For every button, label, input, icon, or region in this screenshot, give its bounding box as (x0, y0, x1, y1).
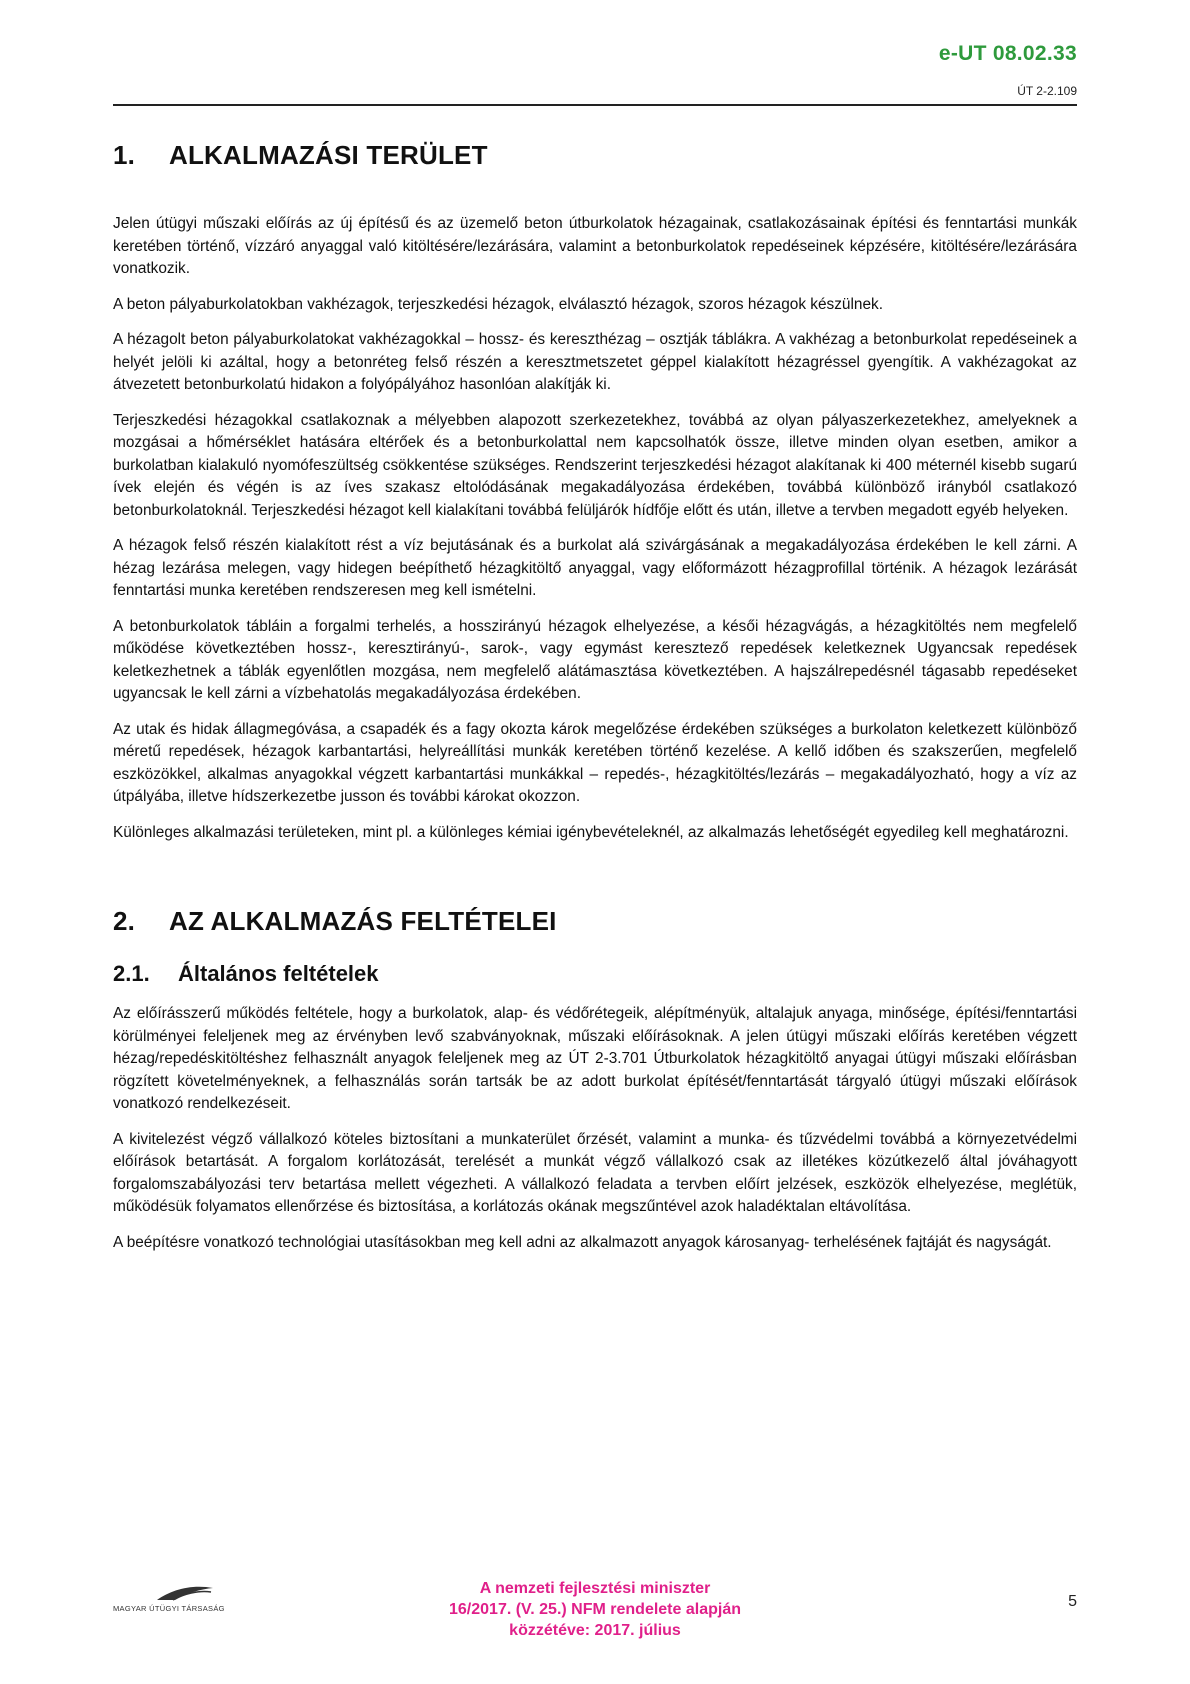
doc-reference: ÚT 2-2.109 (1017, 84, 1077, 98)
header-rule (113, 104, 1077, 106)
section-1-number: 1. (113, 140, 136, 170)
section-2-number: 2. (113, 906, 136, 936)
footer-line: 16/2017. (V. 25.) NFM rendelete alapján (449, 1601, 741, 1618)
section-2-heading (113, 906, 1077, 937)
subsection-2-1-number: 2.1. (113, 961, 150, 986)
section-2-title: AZ ALKALMAZÁS FELTÉTELEI (169, 906, 557, 936)
section-1-paragraph: A hézagolt beton pályaburkolatokat vakhézagokkal – hossz- és kereszthézag – osztják táblákra. A vakhézag a betonburkolat repedéseinek a helyét jelöli ki azáltal, hogy a betonréteg felső részén a keresztmetszetet géppel kialakított hézagréssel gyengítik. A vakhézagokat az átvezetett betonburkolatú hidakon a folyópályához hasonlóan alakítják ki. (113, 331, 1077, 393)
footer-line: A nemzeti fejlesztési miniszter (479, 1580, 711, 1597)
page-content (113, 140, 1077, 1267)
section-1-paragraph: Jelen útügyi műszaki előírás az új építésű és az üzemelő beton útburkolatok hézagainak, csatlakozásainak építési és fenntartási munkák keretében történő, vízzáró anyaggal való kitöltésére/lezárására, valamint a betonburkolatok repedéseinek képzésére, kitöltésére/lezárására vonatkozik. (113, 215, 1077, 277)
subsection-2-1-title: Általános feltételek (178, 961, 379, 986)
doc-code: e-UT 08.02.33 (938, 42, 1077, 65)
subsection-2-1-heading (113, 961, 1077, 987)
section-1-paragraph: Terjeszkedési hézagokkal csatlakoznak a mélyebben alapozott szerkezetekhez, továbbá az olyan pályaszerkezetekhez, amelyeknek a mozgásai a hőmérséklet hatására eltérőek és a betonburkolattal nem kapcsolhatók össze, illetve minden olyan esetben, amikor a burkolatban kialakuló nyomófeszültség csökkentése szükséges. Rendszerint terjeszkedési hézagot alakítanak ki 400 méternél kisebb sugarú ívek elején és végén is az íves szakasz eltolódásának megakadályozása érdekében, továbbá különböző irányból csatlakozó betonburkolatoknál. Terjeszkedési hézagot kell kialakítani továbbá felüljárók hídfője előtt és után, illetve a tervben megadott egyéb helyeken. (113, 411, 1077, 519)
footer-publication-note (0, 1578, 1190, 1641)
section-1-paragraph: Az utak és hidak állagmegóvása, a csapadék és a fagy okozta károk megelőzése érdekében szükséges a burkolaton keletkezett különböző méretű repedések, hézagok karbantartási, helyreállítási munkák keretében történő kezelése. A kellő időben és szakszerűen, megfelelő eszközökkel, alkalmas anyagokkal végzett karbantartási munkákkal – repedés-, hézagkitöltés/lezárás – megakadályozható, hogy a víz az útpályába, illetve hídszerkezetbe jusson és további károkat okozzon. (113, 720, 1077, 805)
subsection-paragraph: A kivitelezést végző vállalkozó köteles biztosítani a munkaterület őrzését, valamint a munka- és tűzvédelmi továbbá a környezetvédelmi előírások betartását. A forgalom korlátozását, terelését a munkát végző vállalkozó csak az illetékes közútkezelő által jóváhagyott forgalomszabályozási terv betartása mellett végezheti. A vállalkozó feladata a tervben előírt jelzések, eszközök elhelyezése, meglétük, működésük folyamatos ellenőrzése és biztosítása, a korlátozás okának megszűntével azok haladéktalan eltávolítása. (113, 1130, 1077, 1215)
section-1-paragraph: A betonburkolatok tábláin a forgalmi terhelés, a hosszirányú hézagok elhelyezése, a késői hézagvágás, a hézagkitöltés nem megfelelő működése következtében hossz-, keresztirányú-, sarok-, vagy egymást keresztező repedések keletkeznek Ugyancsak repedések keletkezhetnek a táblák egyenlőtlen mozgása, nem megfelelő alátámasztása következtében. A hajszálrepedésnél tágasabb repedéseket ugyancsak le kell zárni a vízbehatolás megakadályozása érdekében. (113, 617, 1077, 702)
section-1-paragraph: A beton pályaburkolatokban vakhézagok, terjeszkedési hézagok, elválasztó hézagok, szoros hézagok készülnek. (113, 295, 884, 313)
page-number: 5 (1068, 1593, 1077, 1610)
subsection-paragraph: A beépítésre vonatkozó technológiai utasításokban meg kell adni az alkalmazott anyagok károsanyag- terhelésének fajtáját és nagyságát. (113, 1233, 1052, 1251)
subsection-paragraph: Az előírásszerű működés feltétele, hogy a burkolatok, alap- és védőrétegeik, alépítményük, altalajuk anyaga, minősége, építési/fenntartási körülményei feleljenek meg az érvényben levő szabványoknak, műszaki előírásoknak. A jelen útügyi műszaki előírás keretében végzett hézag/repedéskitöltéshez felhasznált anyagok feleljenek meg az ÚT 2-3.701 Útburkolatok hézagkitöltő anyagai útügyi műszaki előírásban rögzített követelményeknek, a felhasználás során tartsák be az adott burkolat építését/fenntartását tárgyaló útügyi műszaki előírások vonatkozó rendelkezéseit. (113, 1005, 1077, 1112)
section-1-paragraph: Különleges alkalmazási területeken, mint pl. a különleges kémiai igénybevételeknél, az alkalmazás lehetőségét egyedileg kell meghatározni. (113, 823, 1069, 841)
footer-line: közzétéve: 2017. július (509, 1622, 681, 1639)
section-1-paragraph: A hézagok felső részén kialakított rést a víz bejutásának és a burkolat alá szivárgásának a megakadályozása érdekében le kell zárni. A hézag lezárása melegen, vagy hidegen beépíthető hézagkitöltő anyaggal, vagy előformázott hézagprofillal történik. A hézagok lezárását fenntartási munka keretében rendszeresen meg kell ismételni. (113, 537, 1077, 599)
section-1-title: ALKALMAZÁSI TERÜLET (169, 140, 488, 170)
logo-text: MAGYAR ÚTÜGYI TÁRSASÁG (113, 1604, 225, 1613)
section-1-heading (113, 140, 1077, 171)
